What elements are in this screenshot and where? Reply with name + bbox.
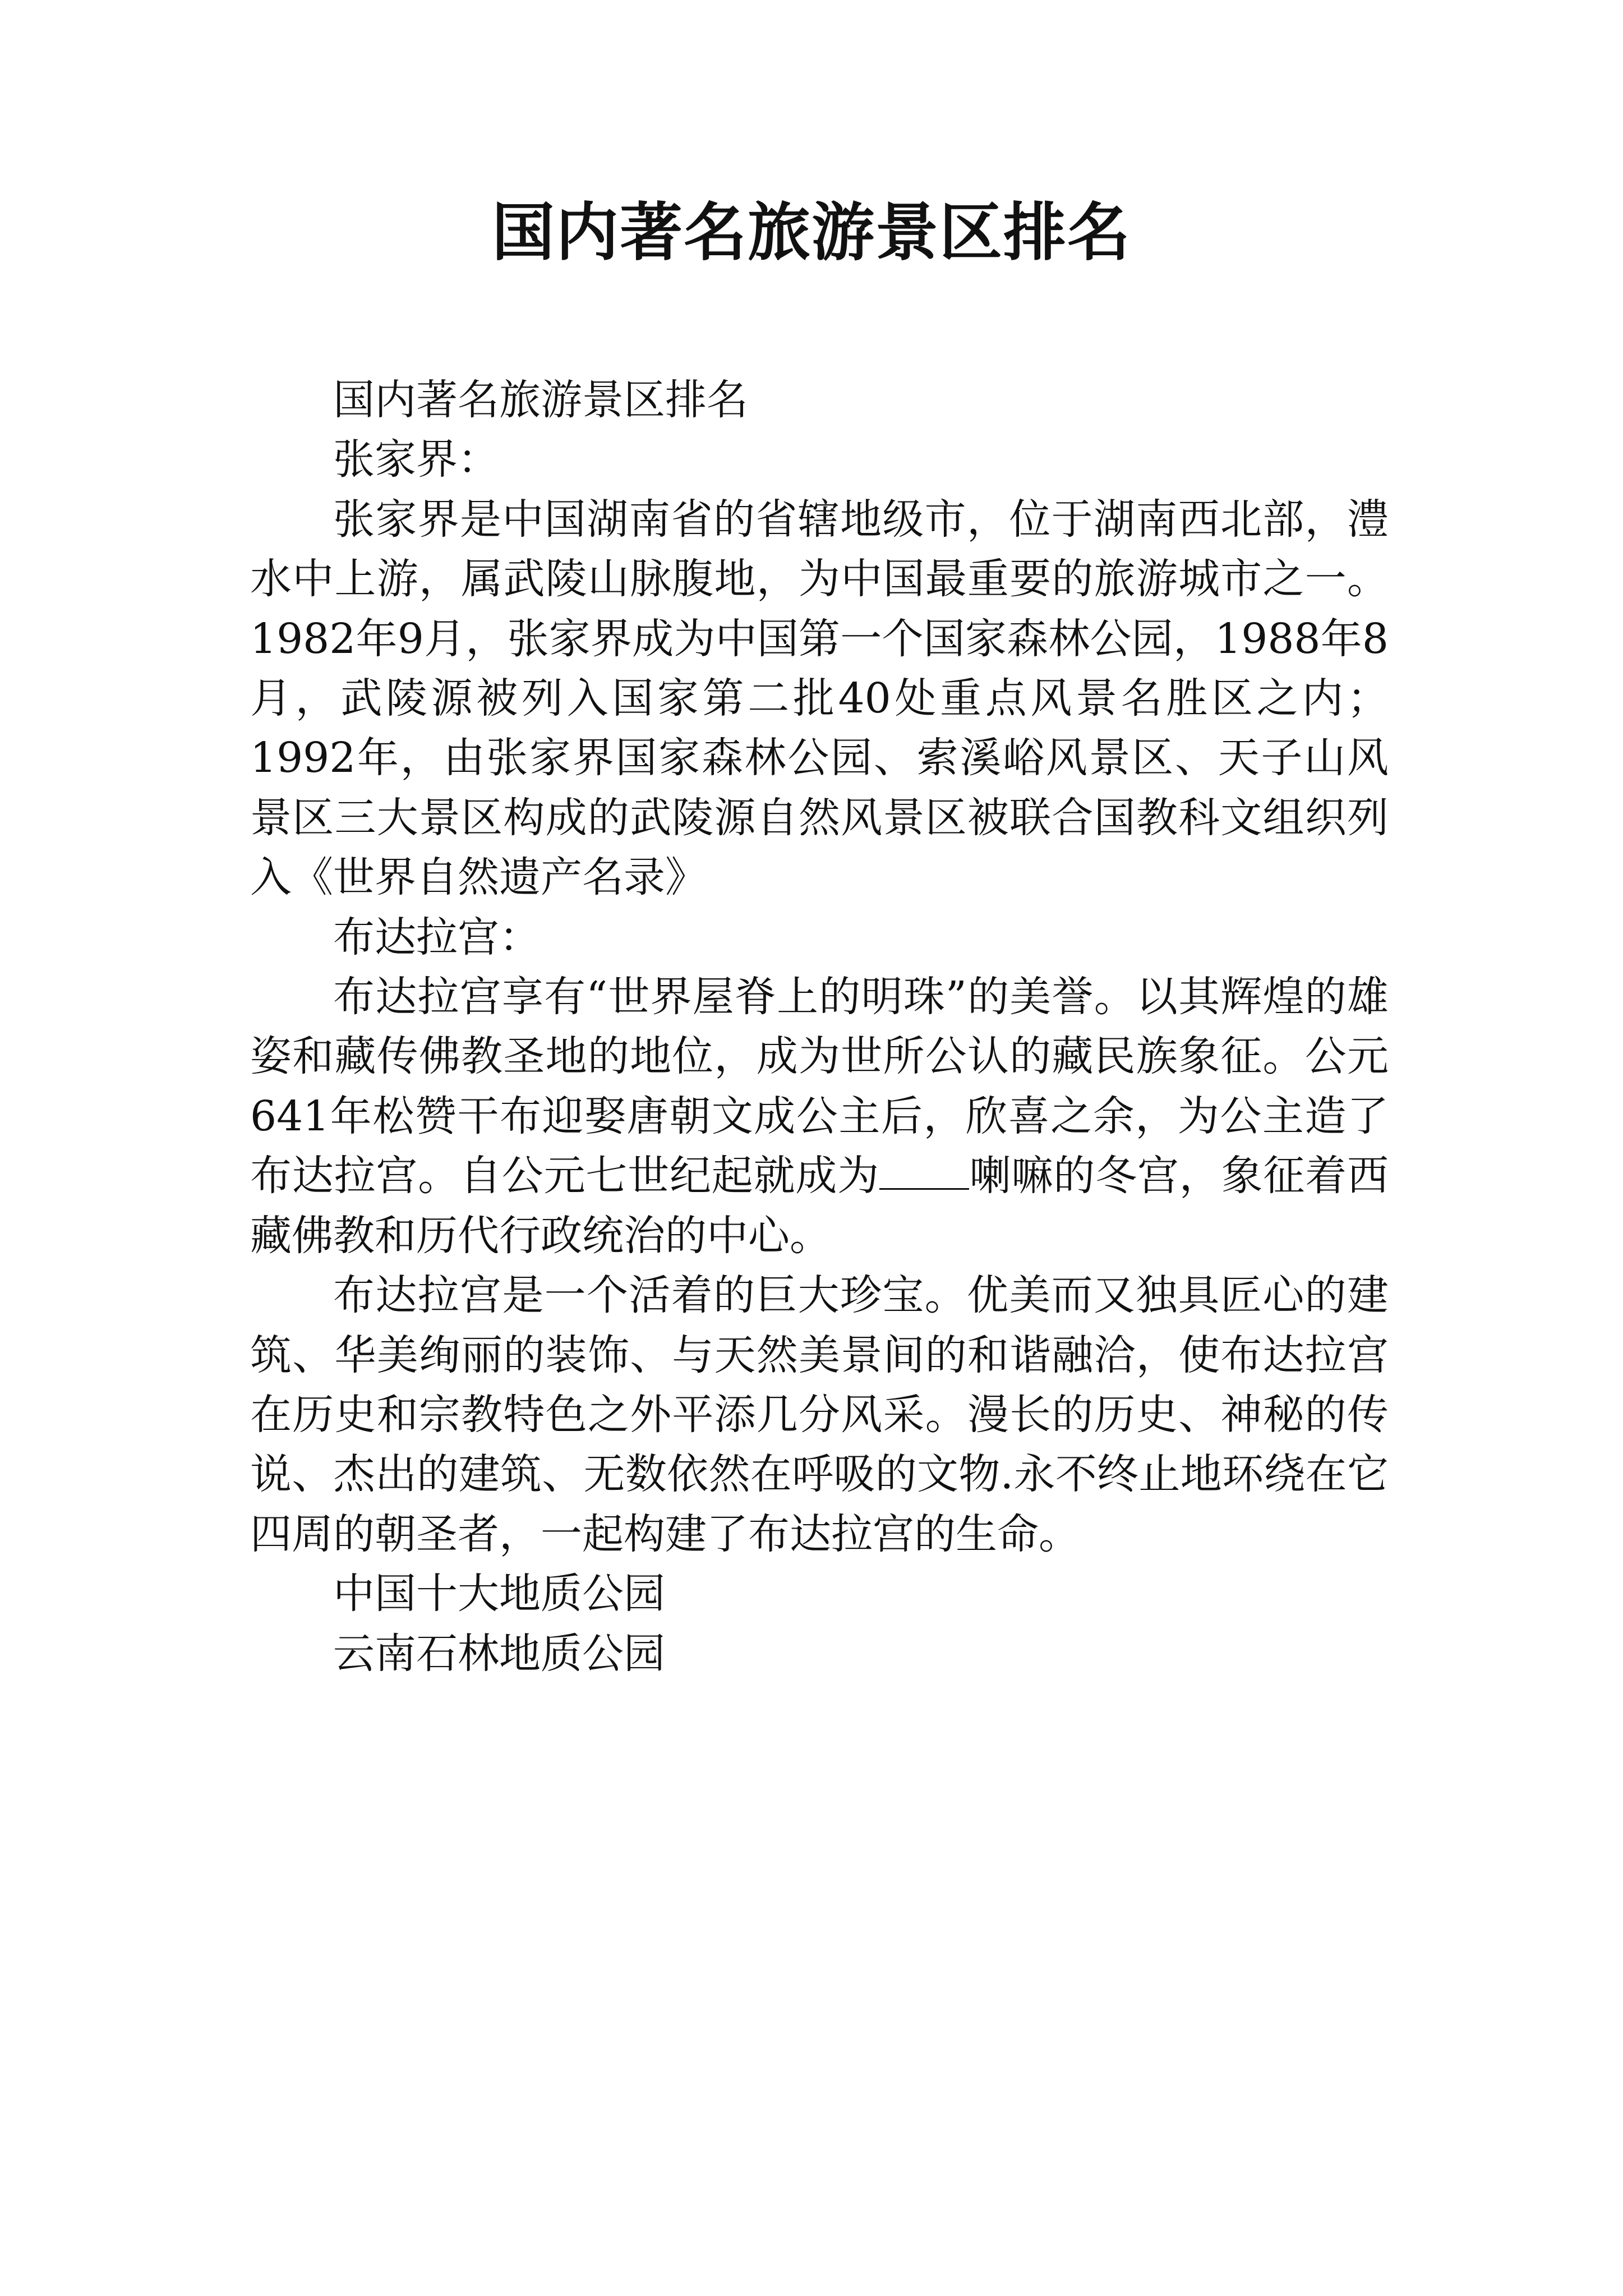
fill-in-blank	[879, 1151, 969, 1190]
section-heading-shilin: 云南石林地质公园	[333, 1629, 665, 1678]
paragraph-potala-history-tail: 喇嘛的冬宫，象征着西藏佛教和历代行政统治的中心。	[250, 1152, 1389, 1260]
section-heading-geoparks: 中国十大地质公园	[333, 1570, 665, 1618]
section-heading-potala: 布达拉宫：	[333, 913, 541, 961]
section-heading-zhangjiajie: 张家界：	[333, 435, 499, 484]
paragraph-potala-history-text: 布达拉宫享有“世界屋脊上的明珠”的美誉。以其辉煌的雄姿和藏传佛教圣地的地位，成为世所公认的藏民族象征。公元641年松赞干布迎娶唐朝文成公主后，欣喜之余，为公主造了布达拉宫。自公元七世纪起就成为	[250, 973, 1389, 1200]
subtitle-line: 国内著名旅游景区排名	[333, 376, 748, 424]
paragraph-potala-history	[250, 967, 1389, 1266]
paragraph-potala-treasure: 布达拉宫是一个活着的巨大珍宝。优美而又独具匠心的建筑、华美绚丽的装饰、与天然美景间的和谐融洽，使布达拉宫在历史和宗教特色之外平添几分风采。漫长的历史、神秘的传说、杰出的建筑、无数依然在呼吸的文物.永不终止地环绕在它四周的朝圣者，一起构建了布达拉宫的生命。	[250, 1271, 1389, 1558]
paragraph-zhangjiajie: 张家界是中国湖南省的省辖地级市，位于湖南西北部，澧水中上游，属武陵山脉腹地，为中国最重要的旅游城市之一。1982年9月，张家界成为中国第一个国家森林公园，1988年8月，武陵源被列入国家第二批40处重点风景名胜区之内；1992年，由张家界国家森林公园、索溪峪风景区、天子山风景区三大景区构成的武陵源自然风景区被联合国教科文组织列入《世界自然遗产名录》	[250, 495, 1389, 902]
document-body	[250, 370, 1389, 1683]
document-title: 国内著名旅游景区排名	[492, 196, 1131, 269]
